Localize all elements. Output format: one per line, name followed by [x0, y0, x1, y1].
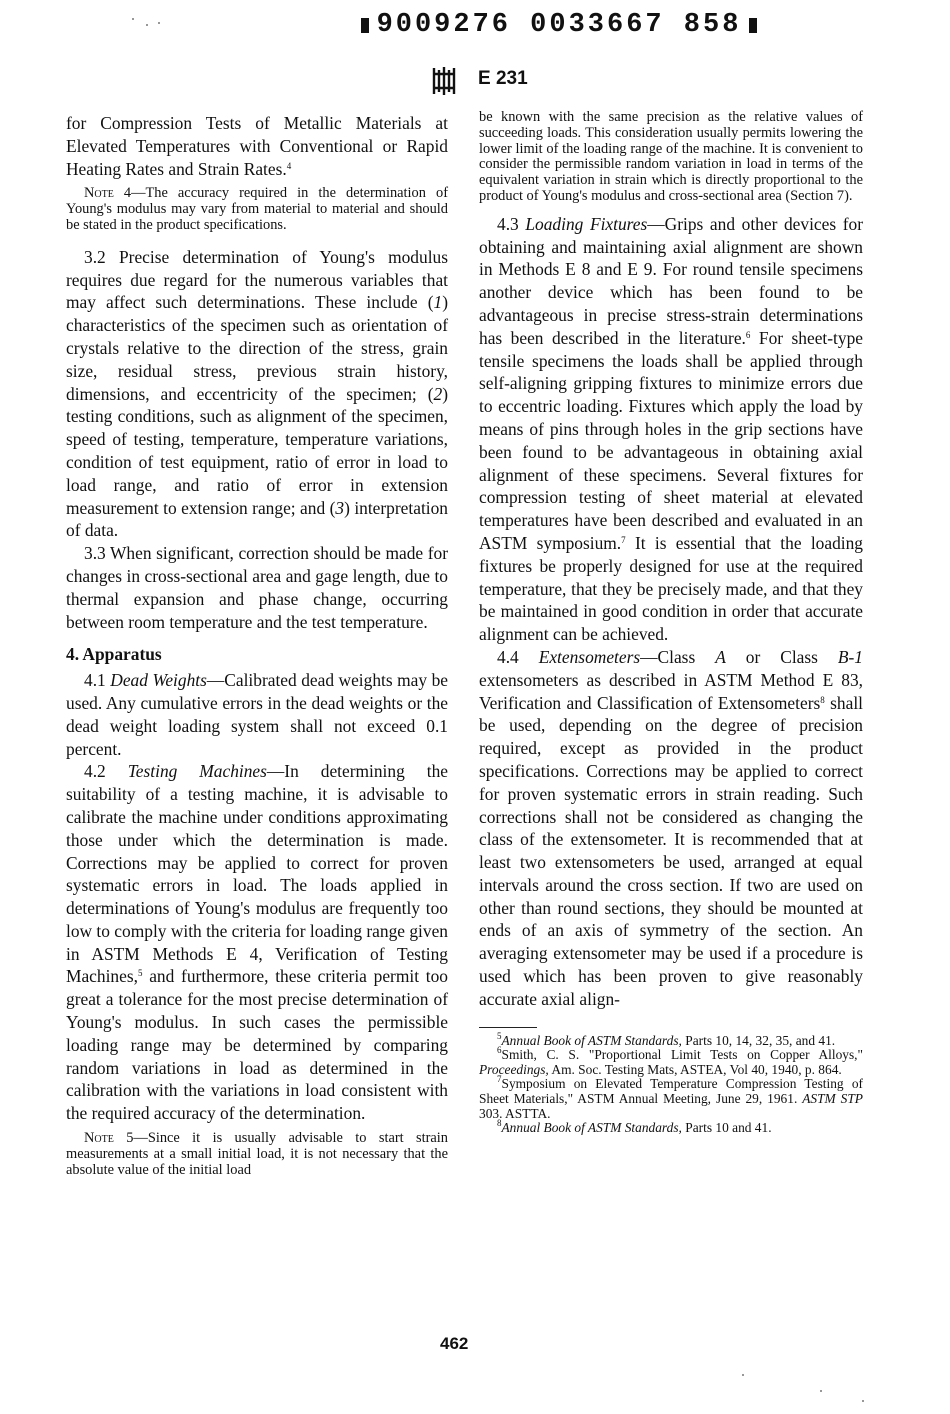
right-column	[479, 110, 863, 1136]
barcode-block-right	[749, 18, 757, 33]
footnote-5: $^5$Annual Book of ASTM Standards, Parts 10, 14, 32, 35, and 41.	[497, 1030, 836, 1048]
section-3-3: 3.3 When significant, correction should be made for changes in cross-sectional area and gage length, due to thermal expansion and phase change, occurring between room temperature and the test temperature.	[66, 543, 448, 632]
heading-apparatus: 4. Apparatus	[66, 644, 162, 665]
footnote-rule	[479, 1027, 537, 1028]
section-3-2: 3.2 Precise determination of Young's modulus requires due regard for the numerous variables that may affect such determinations. These include (1) characteristics of the specimen such as orientation of crystals relative to the direction of the stress, grain size, residual stress, previous strain history, dimensions, and eccentricity of the specimen; (2) testing conditions, such as alignment of the specimen, speed of testing, temperature, temperature variations, condition of test equipment, ratio of error in load to load range, and ratio of error in extension measurement to extension range; and (3) interpretation of data.	[66, 246, 448, 541]
astm-logo	[430, 66, 458, 96]
designation: E 231	[478, 68, 528, 89]
footnote-ref: 7	[621, 534, 626, 545]
footnote-8: $^8$Annual Book of ASTM Standards, Parts 10 and 41.	[497, 1118, 772, 1136]
footnote-ref: 6	[745, 329, 751, 340]
footnote-6: $^6$Smith, C. S. "Proportional Limit Tests on Copper Alloys," Proceedings, Am. Soc. Testing Mats, ASTEA, Vol 40, 1940, p. 864.	[479, 1045, 863, 1077]
continued-paragraph: for Compression Tests of Metallic Materials at Elevated Temperatures with Conventional or Rapid Heating Rates and Strain Rates.$^4$	[66, 113, 448, 179]
note-5: Note 5—Since it is usually advisable to start strain measurements at a small initial load, it is not necessary that the absolute value of the initial load	[66, 1130, 448, 1178]
section-4-1: 4.1 Dead Weights—Calibrated dead weights may be used. Any cumulative errors in the dead weights or the dead weight loading system shall not exceed 0.1 percent.	[66, 670, 448, 759]
footnote-ref: 5	[137, 968, 143, 979]
footnote-ref: 8	[820, 694, 825, 705]
section-4-4: 4.4 Extensometers—Class A or Class B-1 extensometers as described in ASTM Method E 83, Verification and Classification of Extensometers$^8$ shall be used, depending on the degree of precision required, except as provided in the product specifications. Corrections may be applied to correct for proven systematic errors in strain reading. Such corrections shall not be considered as changing the class of the extensometer. It is recommended that at least two extensometers be used, arranged at equal intervals around the cross section. If two are used on other than round sections, they should be mounted at ends of an axis of symmetry of the section. An averaging extensometer may be used if a procedure is used which has been proven to give reasonably accurate axial align-	[479, 646, 863, 1009]
barcode-header	[361, 10, 757, 40]
footnote-7: $^7$Symposium on Elevated Temperature Compression Testing of Sheet Materials," ASTM Annual Meeting, June 29, 1961. ASTM STP 303. ASTTA.	[479, 1074, 863, 1121]
barcode-text: 9009276 0033667 858	[376, 10, 742, 40]
barcode-block-left	[361, 18, 369, 33]
scan-speck	[132, 18, 134, 20]
footnote-ref: 4	[286, 160, 292, 171]
scan-speck	[158, 22, 160, 24]
page-number: 462	[440, 1334, 469, 1353]
scan-speck	[742, 1374, 744, 1376]
section-4-3: 4.3 Loading Fixtures—Grips and other devices for obtaining and maintaining axial alignment are shown in Methods E 8 and E 9. For round tensile specimens another device which has been found to be advantageous in precise stress-strain determinations has been described in the literature.$^6$ For sheet-type tensile specimens the loads shall be applied through self-aligning gripping fixtures to minimize errors due to eccentric loading. Fixtures which apply the load by means of pins through holes in the grip sections have been found to be advantageous in obtaining axial alignment of these specimens. Several fixtures for compression testing of sheet material at elevated temperatures have been described and evaluated in an ASTM symposium.$^7$ It is essential that the loading fixtures be properly designed for use at the required temperature, that they be precisely made, and that they be maintained in good condition in order that accurate alignment can be achieved.	[479, 213, 864, 645]
left-column	[66, 112, 448, 1178]
scan-speck	[146, 24, 148, 26]
note-4: Note 4—The accuracy required in the determination of Young's modulus may vary from material to material and should be stated in the product specifications.	[66, 185, 448, 233]
scan-speck	[862, 1400, 864, 1402]
note-5-continued: be known with the same precision as the relative values of succeeding loads. This consideration usually permits lowering the lower limit of the loading range of the machine. It is convenient to consider the permissible random variation in load in terms of the equivalent variation in strain which is directly proportional to the product of Young's modulus and cross-sectional area (Section 7).	[479, 109, 863, 204]
scan-speck	[820, 1390, 822, 1392]
section-4-2: 4.2 Testing Machines—In determining the suitability of a testing machine, it is advisable to calibrate the machine under conditions approximating those under which the determination is made. Corrections may be applied to correct for proven systematic errors in load. The loads applied in determinations of Young's modulus are frequently too low to comply with the criteria for loading range given in ASTM Methods E 4, Verification of Testing Machines,$^5$ and furthermore, these criteria permit too great a tolerance for the most precise determination of Young's modulus. In such cases the permissible loading range may be determined by comparing random variations in load as determined in the calibration with the variations in load consistent with the required accuracy of the determination.	[66, 761, 448, 1124]
